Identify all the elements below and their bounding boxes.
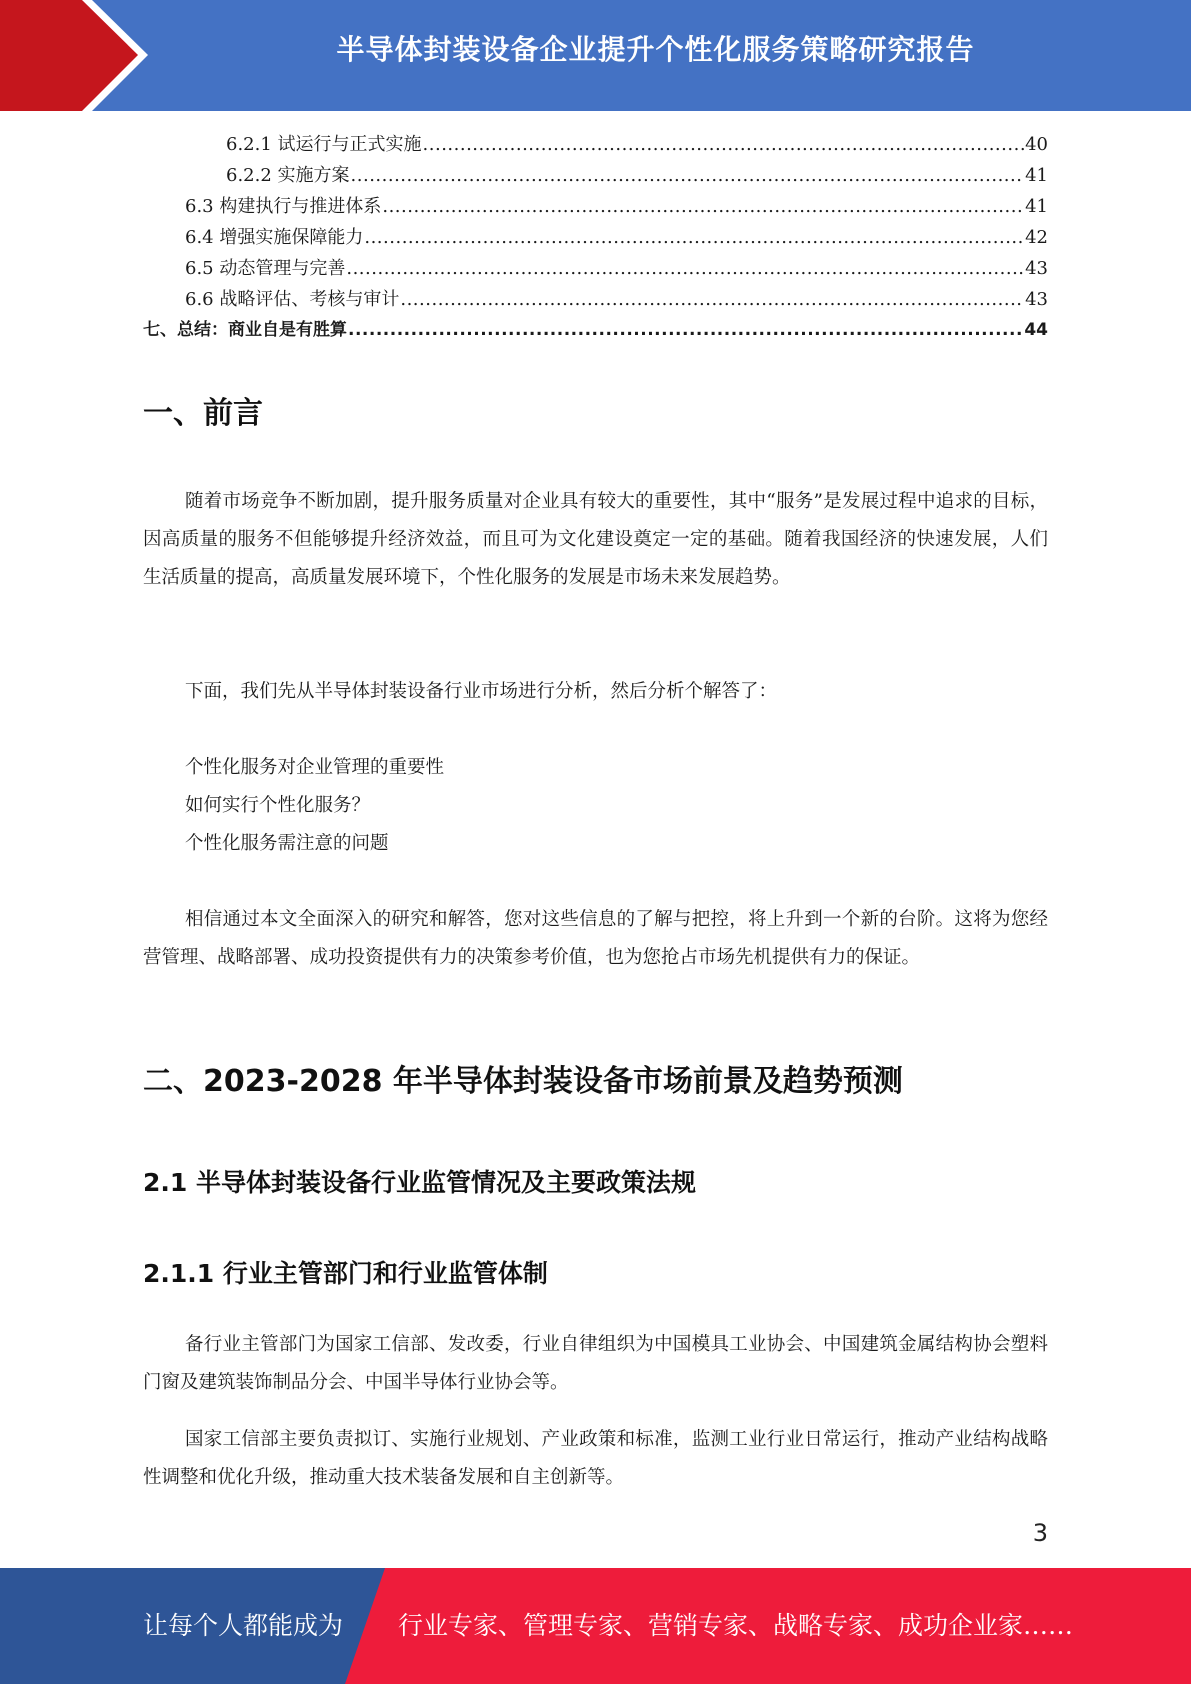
paragraph: 国家工信部主要负责拟订、实施行业规划、产业政策和标准，监测工业行业日常运行，推动产业结构战略性调整和优化升级，推动重大技术装备发展和自主创新等。 xyxy=(143,1429,1048,1488)
subsection-heading: 2.1.1 行业主管部门和行业监管体制 xyxy=(143,1259,548,1288)
toc-entry-page: 44 xyxy=(1024,320,1048,340)
toc-entry-page: 43 xyxy=(1025,289,1048,310)
toc-entry-label: 6.4 增强实施保障能力 xyxy=(185,227,364,248)
toc-entry[interactable] xyxy=(143,160,1048,191)
footer-slogan-right: 行业专家、管理专家、营销专家、战略专家、成功企业家…… xyxy=(398,1611,1074,1640)
toc-entry-label: 6.6 战略评估、考核与审计 xyxy=(185,289,400,310)
toc-leader-dots xyxy=(351,160,1025,191)
toc-entry-page: 41 xyxy=(1025,165,1048,186)
toc-leader-dots xyxy=(400,284,1024,315)
paragraph: 随着市场竞争不断加剧，提升服务质量对企业具有较大的重要性，其中“服务”是发展过程中追求的目标，因高质量的服务不但能够提升经济效益，而且可为文化建设奠定一定的基础。随着我国经济的快速发展，人们生活质量的提高，高质量发展环境下，个性化服务的发展是市场未来发展趋势。 xyxy=(143,491,1048,588)
toc-entry[interactable] xyxy=(143,253,1048,284)
header-red-arrow-decoration xyxy=(0,0,160,111)
toc-entry[interactable] xyxy=(143,284,1048,315)
toc-entry-label: 七、总结：商业自是有胜算 xyxy=(143,320,347,340)
toc-leader-dots xyxy=(346,253,1024,284)
toc-leader-dots xyxy=(348,315,1023,346)
page-header xyxy=(0,0,1191,111)
toc-entry-page: 40 xyxy=(1025,134,1048,155)
paragraph: 下面，我们先从半导体封装设备行业市场进行分析，然后分析个解答了： xyxy=(185,681,778,702)
section-heading-forecast: 二、2023-2028 年半导体封装设备市场前景及趋势预测 xyxy=(143,1064,903,1099)
toc-entry-page: 43 xyxy=(1025,258,1048,279)
toc-entry-label: 6.3 构建执行与推进体系 xyxy=(185,196,382,217)
toc-entry-page: 41 xyxy=(1025,196,1048,217)
page-footer xyxy=(0,1568,1191,1684)
toc-entry[interactable] xyxy=(143,129,1048,160)
toc-entry[interactable] xyxy=(143,191,1048,222)
paragraph: 相信通过本文全面深入的研究和解答，您对这些信息的了解与把控，将上升到一个新的台阶。这将为您经营管理、战略部署、成功投资提供有力的决策参考价值，也为您抢占市场先机提供有力的保证。 xyxy=(143,909,1048,968)
page-number: 3 xyxy=(1032,1519,1048,1547)
question-list xyxy=(185,749,985,863)
footer-slogan-left: 让每个人都能成为 xyxy=(143,1611,344,1640)
toc-entry[interactable] xyxy=(143,315,1048,346)
table-of-contents xyxy=(143,129,1048,346)
toc-leader-dots xyxy=(423,129,1025,160)
subsection-heading: 2.1 半导体封装设备行业监管情况及主要政策法规 xyxy=(143,1168,696,1197)
section-heading-preface: 一、前言 xyxy=(143,396,263,431)
list-item: 个性化服务需注意的问题 xyxy=(185,833,389,854)
paragraph: 备行业主管部门为国家工信部、发改委，行业自律组织为中国模具工业协会、中国建筑金属结构协会塑料门窗及建筑装饰制品分会、中国半导体行业协会等。 xyxy=(143,1334,1048,1393)
report-title: 半导体封装设备企业提升个性化服务策略研究报告 xyxy=(336,33,975,66)
list-item: 如何实行个性化服务？ xyxy=(185,795,371,816)
toc-entry-label: 6.2.2 实施方案 xyxy=(226,165,350,186)
toc-entry-label: 6.5 动态管理与完善 xyxy=(185,258,346,279)
toc-leader-dots xyxy=(382,191,1024,222)
list-item: 个性化服务对企业管理的重要性 xyxy=(185,757,445,778)
toc-entry[interactable] xyxy=(143,222,1048,253)
toc-entry-page: 42 xyxy=(1025,227,1048,248)
toc-entry-label: 6.2.1 试运行与正式实施 xyxy=(226,134,422,155)
toc-leader-dots xyxy=(364,222,1024,253)
